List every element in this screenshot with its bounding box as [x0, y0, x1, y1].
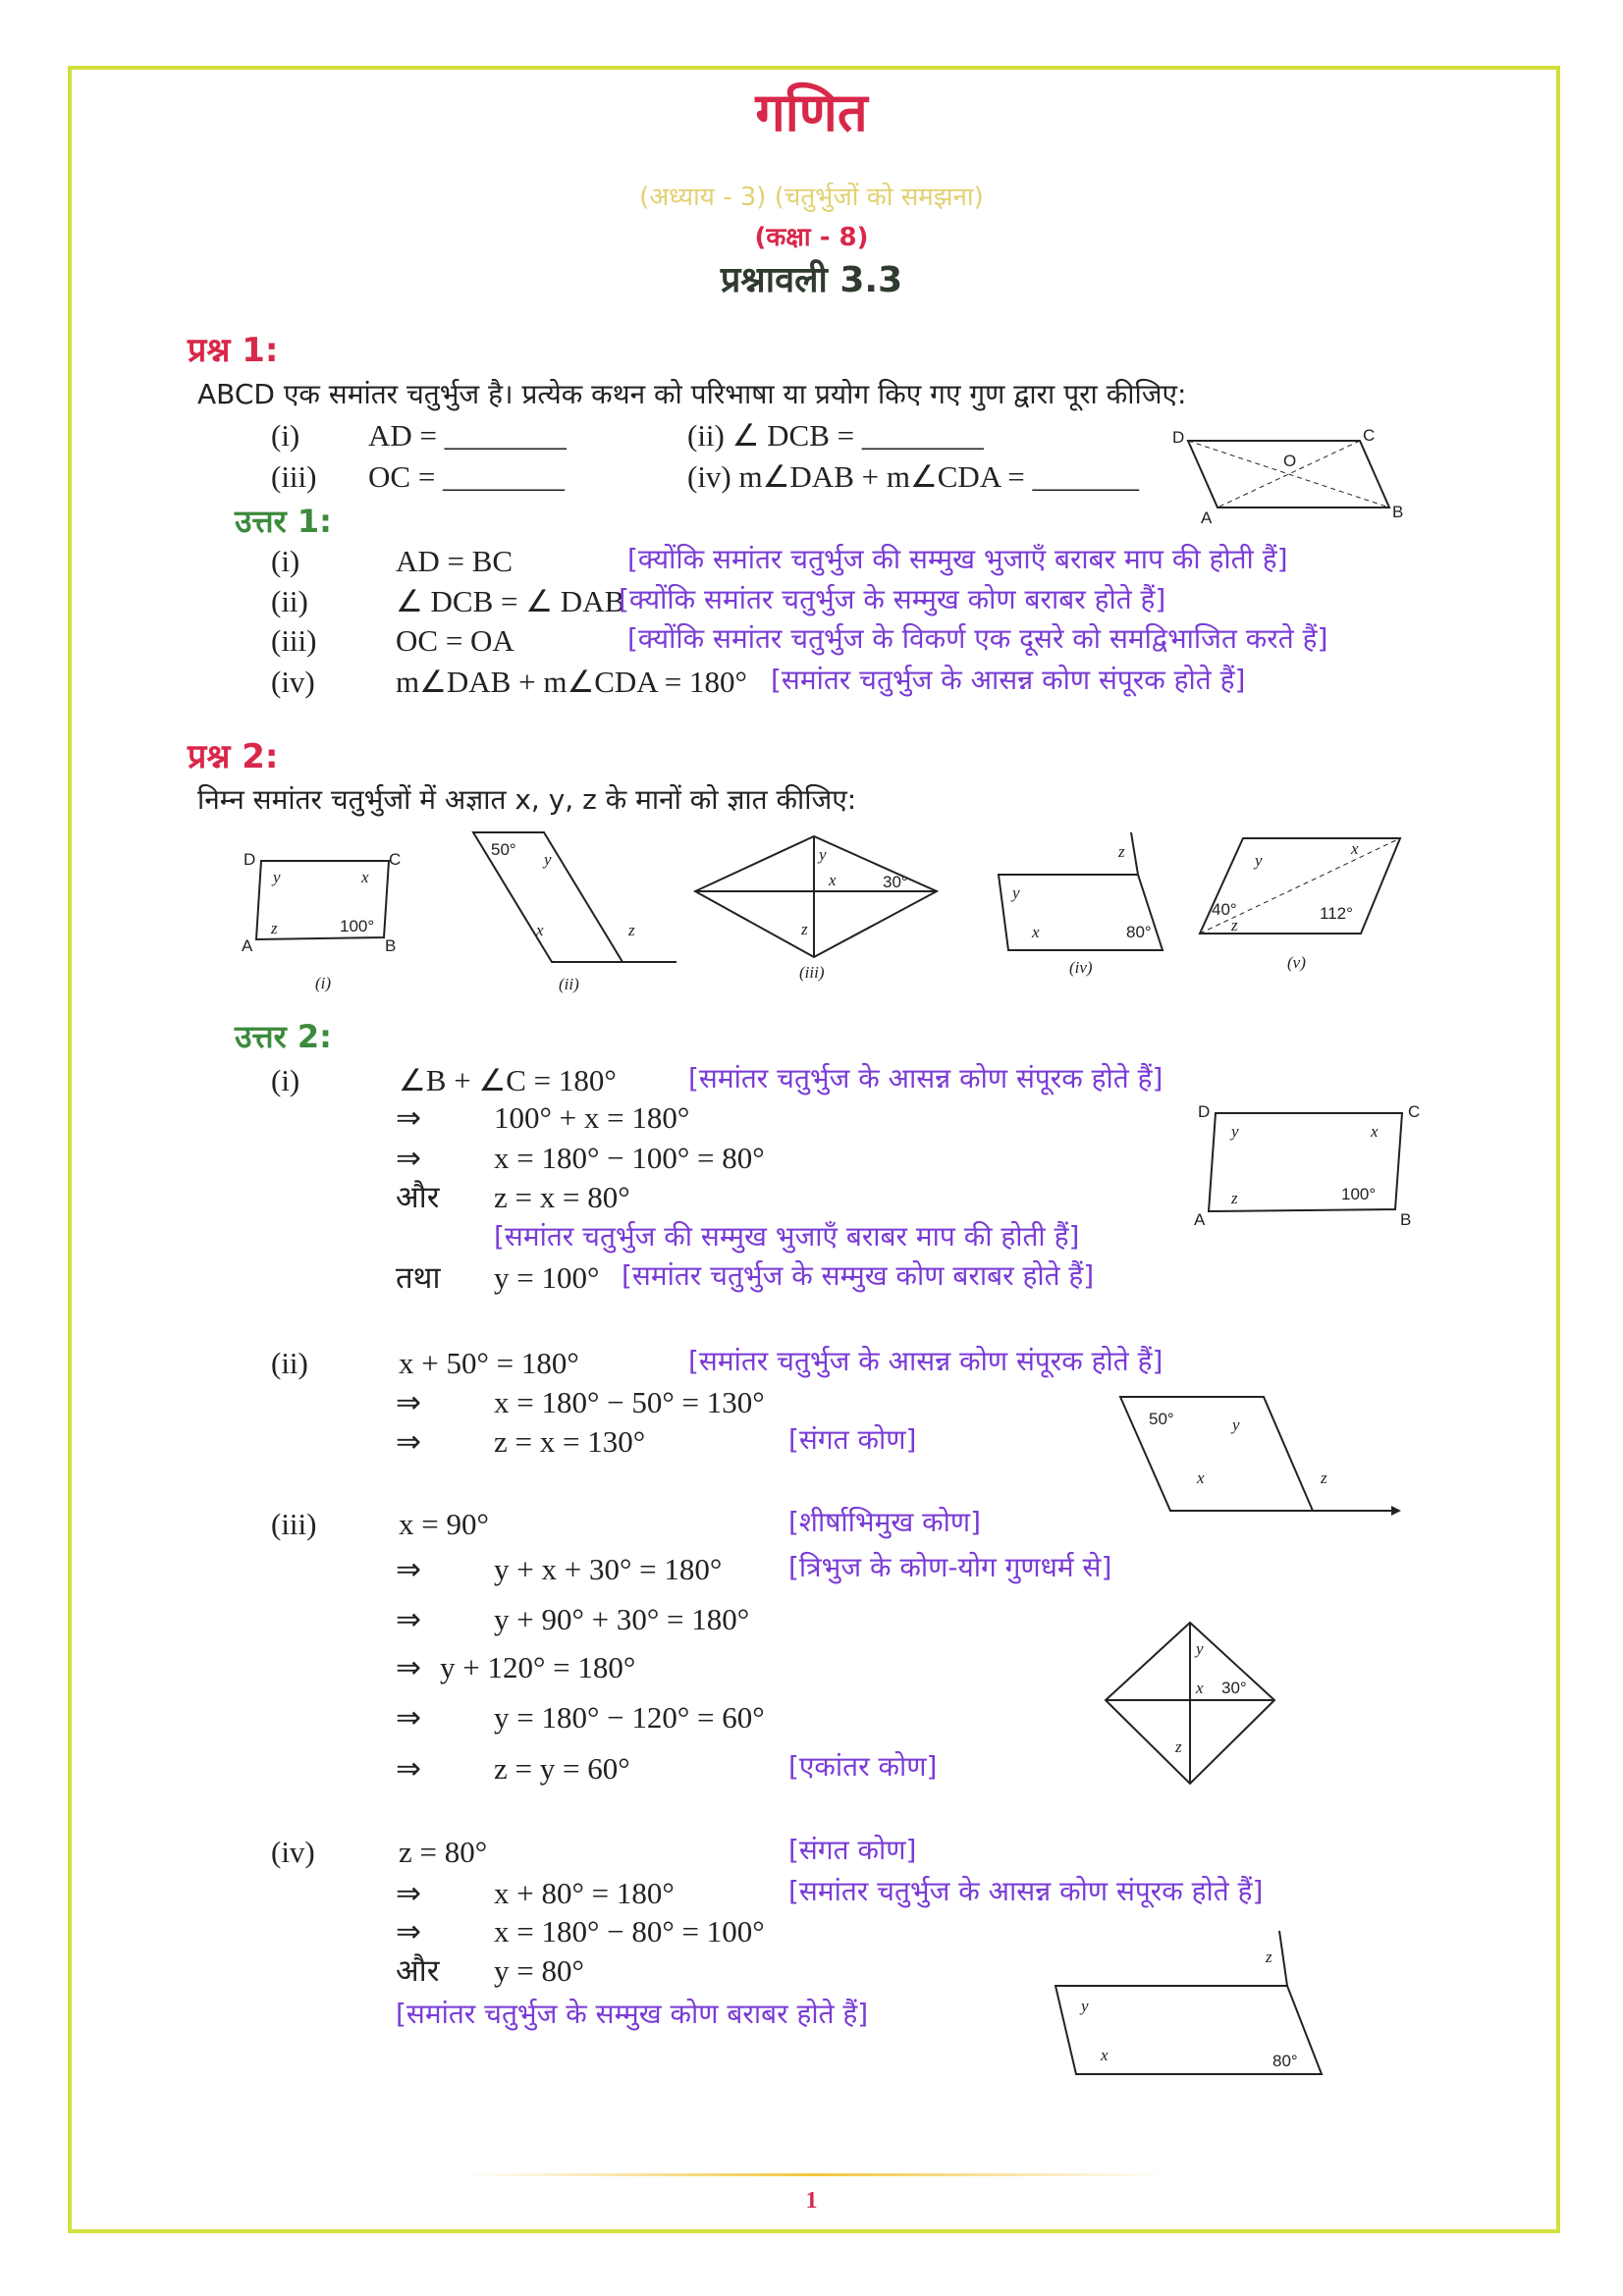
- vertex-label: A: [1201, 508, 1213, 527]
- vertex-label: C: [1408, 1102, 1421, 1121]
- subject-title: गणित: [755, 81, 868, 143]
- angle-label: y: [819, 845, 827, 864]
- step-reason: [समांतर चतुर्भुज के आसन्न कोण संपूरक होते हैं]: [688, 1062, 1163, 1095]
- footer-divider: [461, 2173, 1168, 2176]
- part-num: (ii): [271, 1346, 308, 1380]
- angle-label: 80°: [1272, 2052, 1298, 2070]
- question-2-label: प्रश्न 2:: [188, 737, 279, 776]
- step-reason: [समांतर चतुर्भुज की सम्मुख भुजाएँ बराबर माप की होती हैं]: [494, 1220, 1080, 1253]
- q2-figure-i: [242, 849, 408, 996]
- step-reason: [समांतर चतुर्भुज के सम्मुख कोण बराबर होते हैं]: [622, 1259, 1095, 1292]
- answer-reason: [क्योंकि समांतर चतुर्भुज के सम्मुख कोण बराबर होते हैं]: [619, 583, 1166, 615]
- answer-reason: [समांतर चतुर्भुज के आसन्न कोण संपूरक होते हैं]: [771, 664, 1246, 696]
- angle-label: z: [628, 921, 635, 939]
- step-reason: [समांतर चतुर्भुज के आसन्न कोण संपूरक होते हैं]: [688, 1345, 1163, 1377]
- step-reason: [समांतर चतुर्भुज के सम्मुख कोण बराबर होते हैं]: [396, 1998, 869, 2030]
- angle-label: x: [1101, 2046, 1109, 2064]
- step-prefix: ⇒: [396, 1424, 421, 1459]
- figure-caption: (ii): [559, 975, 579, 993]
- figure-caption: (i): [315, 974, 332, 992]
- step-expression: y + 120° = 180°: [440, 1650, 636, 1684]
- angle-label: y: [1255, 851, 1263, 870]
- step-expression: x = 180° − 80° = 100°: [494, 1914, 765, 1949]
- step-expression: x + 80° = 180°: [494, 1876, 675, 1910]
- step-expression: y + 90° + 30° = 180°: [494, 1602, 750, 1636]
- angle-label: 50°: [1149, 1410, 1174, 1428]
- step-reason: [समांतर चतुर्भुज के आसन्न कोण संपूरक होते हैं]: [788, 1875, 1264, 1907]
- angle-label: y: [1196, 1639, 1204, 1658]
- answer-expression: AD = BC: [396, 544, 514, 578]
- step-reason: [एकांतर कोण]: [788, 1750, 938, 1783]
- step-expression: z = y = 60°: [494, 1751, 630, 1786]
- answer-2-label: उत्तर 2:: [235, 1018, 332, 1055]
- angle-label: z: [1266, 1948, 1272, 1966]
- q1-parallelogram-figure: [1168, 426, 1414, 527]
- vertex-label: B: [1392, 503, 1404, 521]
- angle-label: 100°: [340, 917, 375, 935]
- question-1-label: प्रश्न 1:: [188, 331, 279, 370]
- angle-label: 112°: [1320, 904, 1353, 923]
- step-expression: y = 80°: [494, 1953, 584, 1988]
- step-reason: [संगत कोण]: [788, 1834, 917, 1866]
- answer-expression: ∠ DCB = ∠ DAB: [396, 584, 625, 618]
- step-prefix: तथा: [396, 1260, 441, 1295]
- q1-item: [687, 420, 984, 451]
- angle-label: y: [1232, 1415, 1240, 1434]
- angle-label: y: [544, 850, 552, 869]
- vertex-label: A: [242, 936, 253, 955]
- chapter-subtitle: (अध्याय - 3) (चतुर्भुजों को समझना): [639, 183, 984, 212]
- figure-caption: (iv): [1069, 958, 1093, 977]
- q1-item-num: (ii): [687, 418, 725, 453]
- answer-num: (iv): [271, 665, 315, 699]
- step-expression: z = x = 80°: [494, 1180, 630, 1214]
- figure-caption: (v): [1287, 953, 1306, 972]
- q2-figure-iii: [691, 832, 942, 980]
- a2-i-figure: [1194, 1101, 1430, 1234]
- vertex-label: C: [389, 850, 402, 869]
- angle-label: x: [536, 921, 544, 939]
- step-expression: x = 180° − 100° = 80°: [494, 1141, 765, 1175]
- q1-item-text: AD = ________: [368, 418, 567, 453]
- step-prefix: ⇒: [396, 1876, 421, 1910]
- part-num: (iv): [271, 1835, 315, 1869]
- answer-num: (i): [271, 544, 300, 578]
- vertex-label: B: [1400, 1210, 1412, 1229]
- angle-label: 100°: [1341, 1185, 1377, 1203]
- step-expression: y + x + 30° = 180°: [494, 1552, 723, 1586]
- figure-caption: (iii): [799, 963, 825, 982]
- angle-label: x: [829, 871, 837, 889]
- angle-label: x: [1197, 1468, 1205, 1487]
- step-expression: y = 180° − 120° = 60°: [494, 1700, 765, 1735]
- q1-item-num: (iii): [271, 459, 317, 494]
- q1-item-text: ∠ DCB = ________: [731, 418, 984, 453]
- step-prefix: और: [396, 1180, 440, 1214]
- angle-label: z: [801, 920, 808, 938]
- angle-label: y: [1231, 1122, 1239, 1141]
- angle-label: y: [1081, 1997, 1089, 2015]
- angle-label: y: [273, 868, 281, 886]
- step-reason: [त्रिभुज के कोण-योग गुणधर्म से]: [788, 1551, 1112, 1583]
- q1-item-num: (i): [271, 418, 300, 453]
- q2-figure-ii: [465, 828, 681, 994]
- q2-figure-v: [1194, 830, 1415, 978]
- step-prefix: ⇒: [396, 1385, 421, 1419]
- vertex-label: D: [243, 850, 256, 869]
- vertex-label: D: [1172, 428, 1185, 447]
- answer-reason: [क्योंकि समांतर चतुर्भुज के विकर्ण एक दूसरे को समद्विभाजित करते हैं]: [627, 622, 1328, 655]
- step-prefix: ⇒: [396, 1914, 421, 1949]
- part-num: (iii): [271, 1507, 317, 1541]
- answer-1-label: उत्तर 1:: [235, 503, 332, 540]
- step-prefix: ⇒: [396, 1751, 421, 1786]
- step-prefix: ⇒: [396, 1141, 421, 1175]
- q1-item-num: (iv): [687, 459, 731, 494]
- class-label: (कक्षा - 8): [754, 223, 869, 252]
- angle-label: x: [1196, 1679, 1204, 1697]
- step-expression: ∠B + ∠C = 180°: [399, 1063, 617, 1097]
- step-expression: z = 80°: [399, 1835, 488, 1869]
- step-prefix: ⇒: [396, 1602, 421, 1636]
- angle-label: 30°: [883, 873, 908, 891]
- step-prefix: और: [396, 1953, 440, 1988]
- angle-label: x: [1371, 1122, 1379, 1141]
- angle-label: x: [1032, 923, 1040, 941]
- angle-label: z: [1231, 916, 1238, 934]
- angle-label: x: [1351, 839, 1359, 858]
- answer-num: (iii): [271, 623, 317, 658]
- question-2-text: निम्न समांतर चतुर्भुजों में अज्ञात x, y, z के मानों को ज्ञात कीजिए:: [197, 783, 857, 816]
- vertex-label: A: [1194, 1210, 1206, 1229]
- angle-label: y: [1012, 883, 1020, 902]
- angle-label: z: [1321, 1468, 1327, 1487]
- step-prefix: ⇒: [396, 1650, 421, 1684]
- step-prefix: ⇒: [396, 1552, 421, 1586]
- step-expression: x = 90°: [399, 1507, 489, 1541]
- step-expression: x + 50° = 180°: [399, 1346, 579, 1380]
- a2-iv-figure: [1052, 1927, 1331, 2084]
- question-1-text: ABCD एक समांतर चतुर्भुज है। प्रत्येक कथन को परिभाषा या प्रयोग किए गए गुण द्वारा पूरा कीजिए:: [197, 378, 1187, 410]
- part-num: (i): [271, 1063, 300, 1097]
- angle-label: 80°: [1126, 923, 1152, 941]
- q1-item-text: OC = ________: [368, 459, 566, 494]
- step-expression: y = 100°: [494, 1260, 600, 1295]
- angle-label: 50°: [491, 840, 516, 859]
- exercise-title: प्रश्नावली 3.3: [720, 260, 903, 300]
- a2-iii-figure: [1102, 1619, 1278, 1790]
- step-prefix: ⇒: [396, 1700, 421, 1735]
- step-expression: 100° + x = 180°: [494, 1100, 690, 1135]
- q1-item: [687, 461, 1139, 492]
- angle-label: x: [361, 868, 369, 886]
- vertex-label: O: [1283, 452, 1297, 470]
- angle-label: z: [1118, 842, 1125, 861]
- step-reason: [शीर्षाभिमुख कोण]: [788, 1506, 982, 1538]
- angle-label: z: [1231, 1189, 1238, 1207]
- vertex-label: B: [385, 936, 397, 955]
- step-reason: [संगत कोण]: [788, 1423, 917, 1456]
- answer-expression: m∠DAB + m∠CDA = 180°: [396, 665, 747, 699]
- angle-label: 40°: [1212, 900, 1237, 919]
- vertex-label: C: [1363, 426, 1376, 445]
- a2-ii-figure: [1116, 1391, 1401, 1519]
- answer-expression: OC = OA: [396, 623, 514, 658]
- angle-label: z: [271, 919, 278, 937]
- angle-label: z: [1175, 1737, 1182, 1756]
- step-prefix: ⇒: [396, 1100, 421, 1135]
- step-expression: x = 180° − 50° = 130°: [494, 1385, 765, 1419]
- step-expression: z = x = 130°: [494, 1424, 646, 1459]
- page-number: 1: [805, 2188, 818, 2214]
- answer-num: (ii): [271, 584, 308, 618]
- answer-reason: [क्योंकि समांतर चतुर्भुज की सम्मुख भुजाएँ बराबर माप की होती हैं]: [627, 543, 1288, 575]
- q1-item-text: m∠DAB + m∠CDA = _______: [738, 459, 1139, 494]
- vertex-label: D: [1198, 1102, 1211, 1121]
- angle-label: 30°: [1221, 1679, 1247, 1697]
- q2-figure-iv: [991, 828, 1177, 985]
